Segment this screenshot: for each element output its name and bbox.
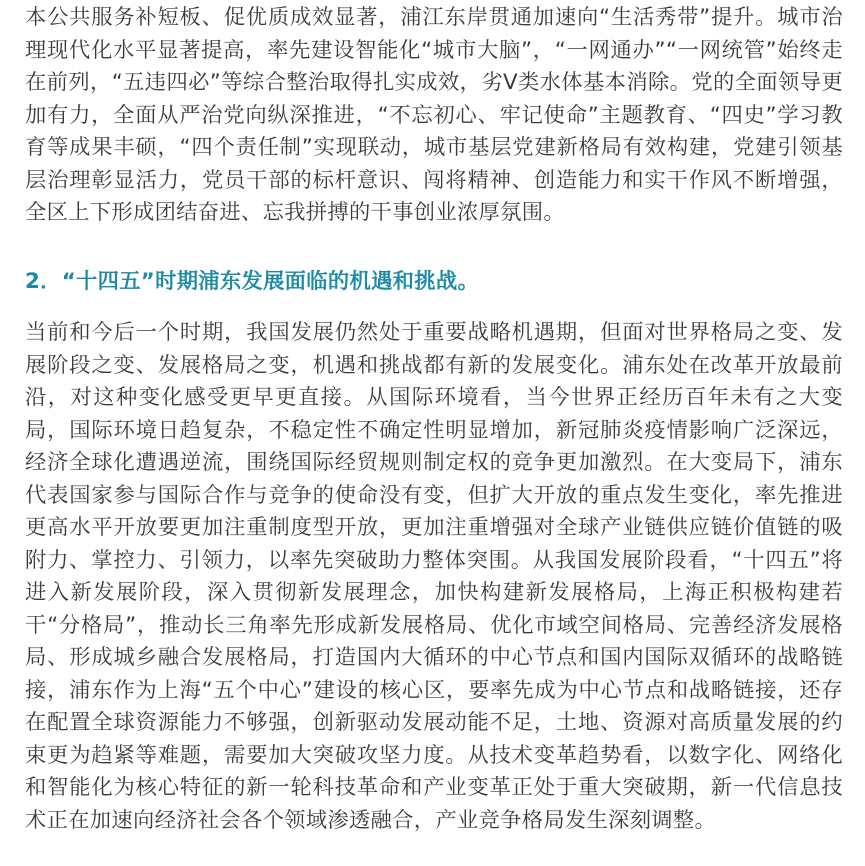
section-heading: 2．“十四五”时期浦东发展面临的机遇和挑战。 <box>25 269 480 294</box>
body-paragraph-achievements: 本公共服务补短板、促优质成效显著，浦江东岸贯通加速向“生活秀带”提升。城市治理现代化水平显著提高，率先建设智能化“城市大脑”，“一网通办”“一网统管”始终走在前列，“五违四必”等综合整治取得扎实成效，劣V类水体基本消除。党的全面领导更加有力，全面从严治党向纵深推进，“不忘初心、牢记使命”主题教育、“四史”学习教育等成果丰硕，“四个责任制”实现联动，城市基层党建新格局有效构建，党建引领基层治理彰显活力，党员干部的标杆意识、闯将精神、创造能力和实干作风不断增强，全区上下形成团结奋进、忘我拼搏的干事创业浓厚氛围。 <box>25 5 843 225</box>
body-paragraph-opportunities-challenges: 当前和今后一个时期，我国发展仍然处于重要战略机遇期，但面对世界格局之变、发展阶段之变、发展格局之变，机遇和挑战都有新的发展变化。浦东处在改革开放最前沿，对这种变化感受更早更直接。从国际环境看，当今世界正经历百年未有之大变局，国际环境日趋复杂，不稳定性不确定性明显增加，新冠肺炎疫情影响广泛深远，经济全球化遭遇逆流，围绕国际经贸规则制定权的竞争更加激烈。在大变局下，浦东代表国家参与国际合作与竞争的使命没有变，但扩大开放的重点发生变化，率先推进更高水平开放要更加注重制度型开放，更加注重增强对全球产业链供应链价值链的吸附力、掌控力、引领力，以率先突破助力整体突围。从我国发展阶段看，“十四五”将进入新发展阶段，深入贯彻新发展理念，加快构建新发展格局，上海正积极构建若干“分格局”，推动长三角率先形成新发展格局、优化市域空间格局、完善经济发展格局、形成城乡融合发展格局，打造国内大循环的中心节点和国内国际双循环的战略链接，浦东作为上海“五个中心”建设的核心区，要率先成为中心节点和战略链接，还存在配置全球资源能力不够强，创新驱动发展动能不足，土地、资源对高质量发展的约束更为趋紧等难题，需要加大突破攻坚力度。从技术变革趋势看，以数字化、网络化和智能化为核心特征的新一轮科技革命和产业变革正处于重大突破期，新一代信息技术正在加速向经济社会各个领域渗透融合，产业竞争格局发生深刻调整。 <box>25 320 843 833</box>
